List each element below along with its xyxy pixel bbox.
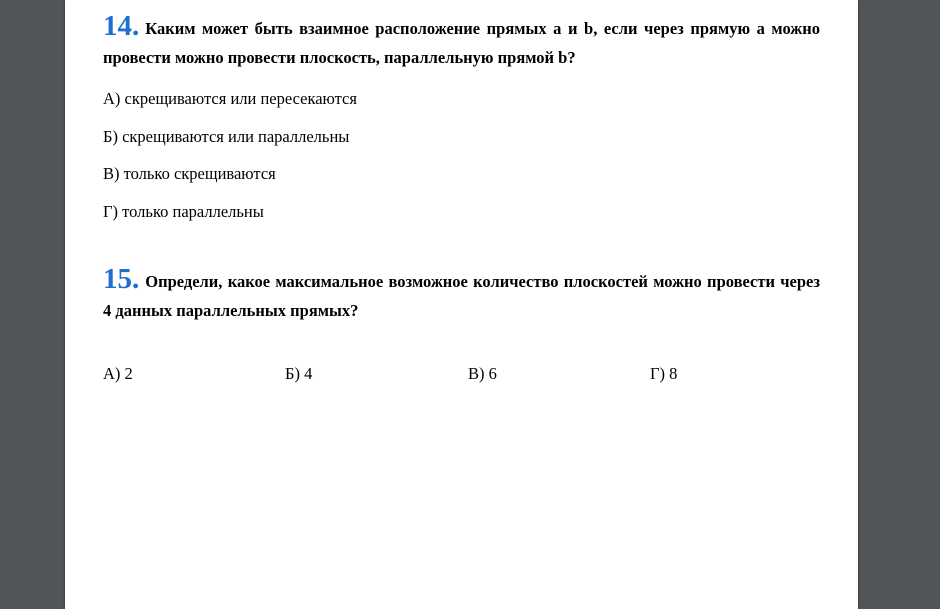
question-15-number: 15.	[103, 263, 140, 295]
question-14-text: Каким может быть взаимное расположение прямых a и b, если через прямую a можно провести можно провести плоскость, параллельную прямой b?	[103, 19, 820, 67]
question-15-text: Определи, какое максимальное возможное количество плоскостей можно провести через 4 данных параллельных прямых?	[103, 272, 820, 320]
question-14-option-b: Б) скрещиваются или параллельны	[103, 127, 350, 146]
document-page	[65, 0, 858, 609]
question-14-option-c: В) только скрещиваются	[103, 164, 276, 183]
question-15-option-b: Б) 4	[285, 364, 313, 383]
question-14	[103, 12, 820, 72]
question-14-option-a: А) скрещиваются или пересекаются	[103, 89, 357, 108]
question-15-option-d: Г) 8	[650, 364, 678, 383]
question-14-number: 14.	[103, 10, 140, 42]
question-14-heading	[103, 12, 820, 72]
question-14-option-d: Г) только параллельны	[103, 202, 264, 221]
question-15-option-c: В) 6	[468, 364, 497, 383]
question-15-option-a: А) 2	[103, 364, 133, 383]
question-15	[103, 265, 820, 325]
question-15-heading	[103, 265, 820, 325]
